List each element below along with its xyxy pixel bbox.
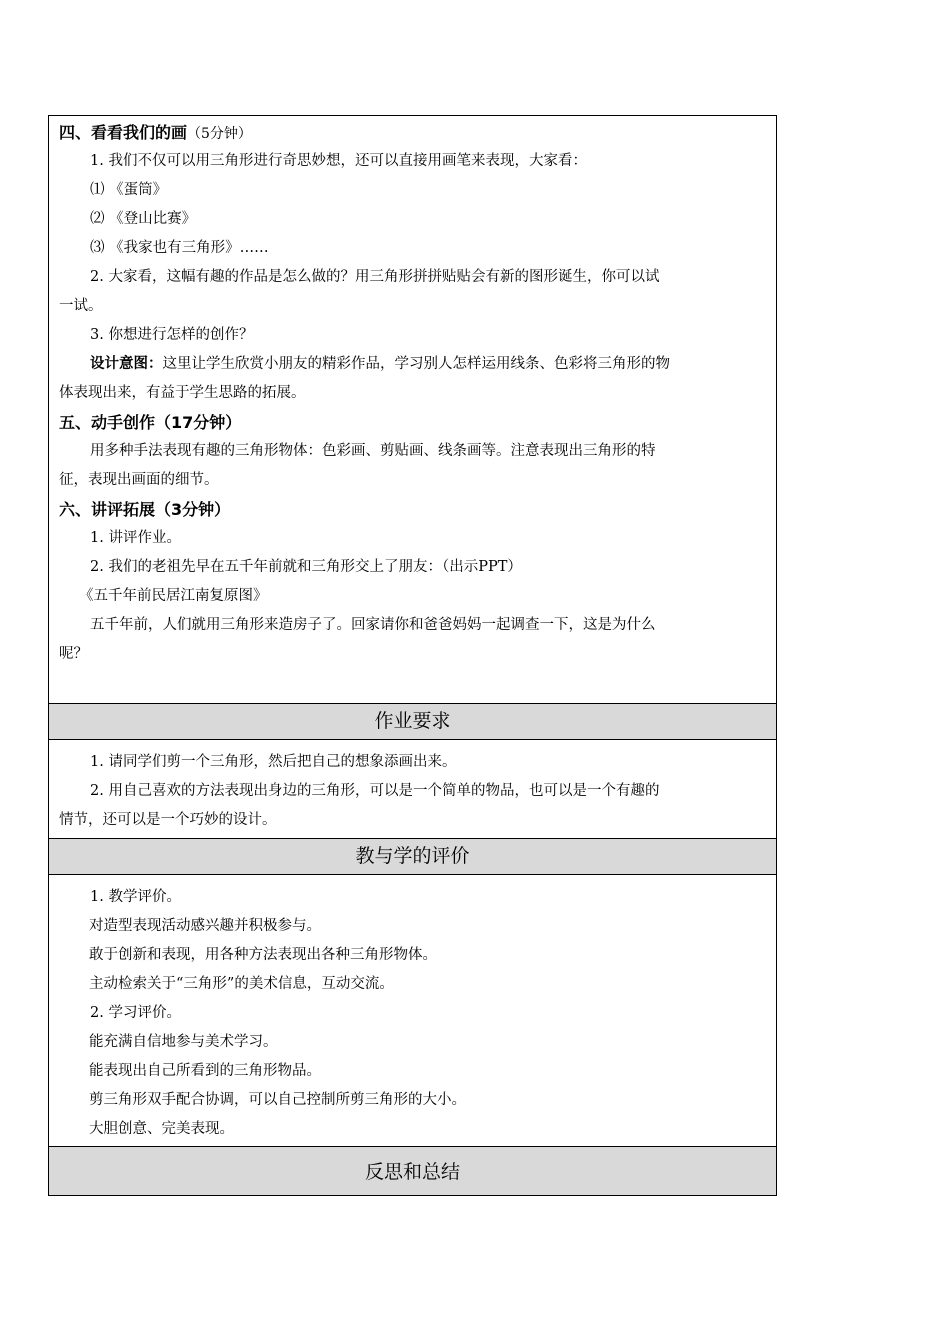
evaluation-header: 教与学的评价	[49, 839, 776, 875]
homework-item-1: 1. 请同学们剪一个三角形，然后把自己的想象添画出来。	[90, 754, 457, 770]
homework-item-2: 2. 用自己喜欢的方法表现出身边的三角形，可以是一个简单的物品，也可以是一个有趣的	[90, 783, 660, 799]
artwork-item-2: ⑵ 《登山比赛》	[90, 211, 197, 227]
evaluation-line: 敢于创新和表现，用各种方法表现出各种三角形物体。	[89, 947, 437, 963]
section-4-paragraph-2-cont: 一试。	[59, 298, 103, 314]
section-4-paragraph-1: 1. 我们不仅可以用三角形进行奇思妙想，还可以直接用画笔来表现，大家看：	[90, 153, 587, 169]
evaluation-line: 对造型表现活动感兴趣并积极参与。	[89, 918, 321, 934]
design-intent-label: 设计意图：	[90, 356, 163, 372]
section-6-text-cont: 呢？	[59, 646, 88, 662]
lesson-plan-table	[48, 115, 777, 1196]
evaluation-cell	[49, 875, 776, 1147]
section-6-heading: 六、讲评拓展（3分钟）	[59, 500, 231, 519]
evaluation-line: 1. 教学评价。	[90, 889, 181, 905]
evaluation-line: 大胆创意、完美表现。	[89, 1121, 234, 1137]
artwork-item-3: ⑶ 《我家也有三角形》……	[90, 240, 269, 256]
homework-item-2-cont: 情节，还可以是一个巧妙的设计。	[59, 812, 277, 828]
section-5-text-cont: 征，表现出画面的细节。	[59, 472, 219, 488]
section-6-paragraph-1: 1. 讲评作业。	[90, 530, 181, 546]
evaluation-line: 能表现出自己所看到的三角形物品。	[89, 1063, 321, 1079]
section-5-heading: 五、动手创作（17分钟）	[59, 413, 242, 432]
picture-title: 《五千年前民居江南复原图》	[79, 588, 268, 604]
section-6-paragraph-2: 2. 我们的老祖先早在五千年前就和三角形交上了朋友：（出示PPT）	[90, 559, 522, 575]
section-4-paragraph-2: 2. 大家看，这幅有趣的作品是怎么做的？用三角形拼拼贴贴会有新的图形诞生，你可以试	[90, 269, 660, 285]
evaluation-line: 能充满自信地参与美术学习。	[89, 1034, 278, 1050]
evaluation-line: 主动检索关于“三角形”的美术信息，互动交流。	[89, 976, 394, 992]
design-intent-cont: 体表现出来，有益于学生思路的拓展。	[59, 385, 306, 401]
evaluation-line: 2. 学习评价。	[90, 1005, 181, 1021]
section-4-paragraph-3: 3. 你想进行怎样的创作？	[90, 327, 254, 343]
homework-header: 作业要求	[49, 704, 776, 740]
design-intent: 设计意图：这里让学生欣赏小朋友的精彩作品，学习别人怎样运用线条、色彩将三角形的物	[90, 356, 670, 372]
activities-cell	[49, 116, 776, 704]
artwork-item-1: ⑴ 《蛋筒》	[90, 182, 168, 198]
section-4-heading: 四、看看我们的画（5分钟）	[59, 123, 252, 142]
homework-cell	[49, 740, 776, 839]
section-5-text: 用多种手法表现有趣的三角形物体：色彩画、剪贴画、线条画等。注意表现出三角形的特	[90, 443, 656, 459]
reflection-header: 反思和总结	[49, 1147, 776, 1195]
evaluation-line: 剪三角形双手配合协调，可以自己控制所剪三角形的大小。	[89, 1092, 466, 1108]
section-6-text: 五千年前，人们就用三角形来造房子了。回家请你和爸爸妈妈一起调查一下，这是为什么	[90, 617, 656, 633]
